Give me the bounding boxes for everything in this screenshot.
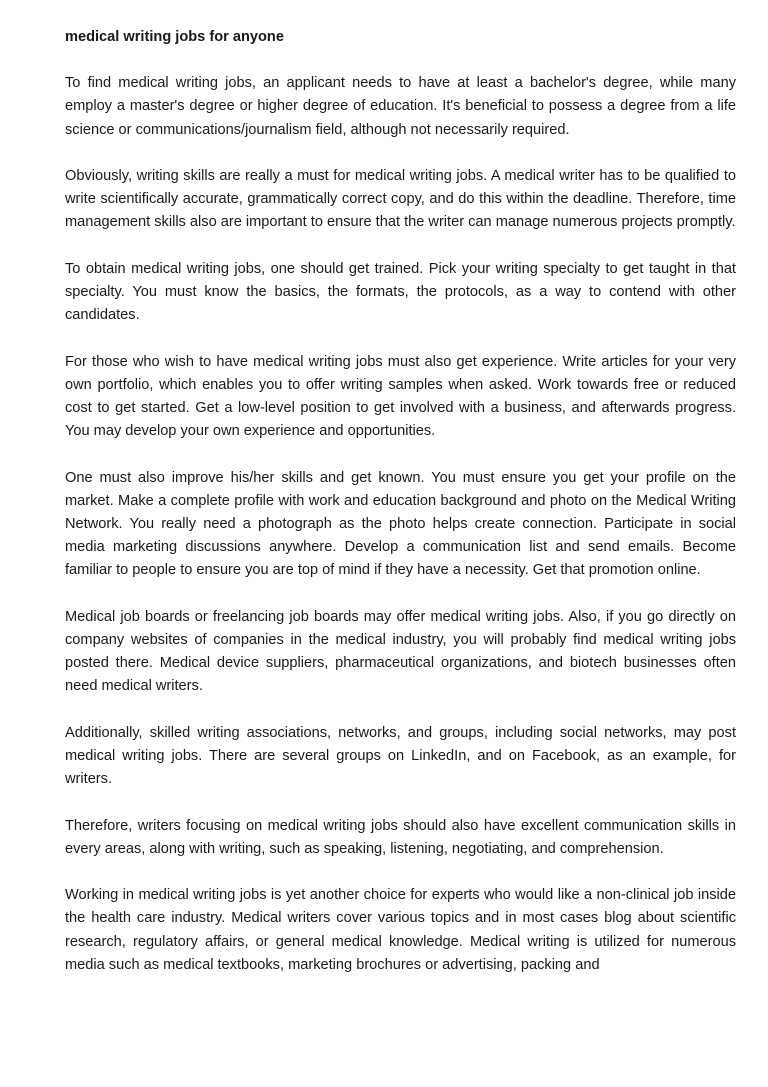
paragraph-2: Obviously, writing skills are really a must for medical writing jobs. A medical writer has to be qualified to write scientifically accurate, grammatically correct copy, and do this within the deadline. Therefore, time management skills also are important to ensure that the writer can manage numerous projects promptly. <box>65 168 736 231</box>
paragraph-5: One must also improve his/her skills and get known. You must ensure you get your profile on the market. Make a complete profile with work and education background and photo on the Medical Writing Network. You really need a photograph as the photo helps create connection. Participate in social media marketing discussions anywhere. Develop a communication list and send emails. Become familiar to people to ensure you are top of mind if they have a necessity. Get that promotion online. <box>65 469 736 579</box>
paragraph-8: Therefore, writers focusing on medical writing jobs should also have excellent communication skills in every areas, along with writing, such as speaking, listening, negotiating, and comprehension. <box>65 817 736 857</box>
paragraph-6: Medical job boards or freelancing job boards may offer medical writing jobs. Also, if you go directly on company websites of companies in the medical industry, you will probably find medical writing jobs posted there. Medical device suppliers, pharmaceutical organizations, and biotech businesses often need medical writers. <box>65 608 736 695</box>
paragraph-3: To obtain medical writing jobs, one should get trained. Pick your writing specialty to get taught in that specialty. You must know the basics, the formats, the protocols, as a way to contend with other candidates. <box>65 260 736 324</box>
paragraph-4: For those who wish to have medical writing jobs must also get experience. Write articles for your very own portfolio, which enables you to offer writing samples when asked. Work towards free or reduced cost to get started. Get a low-level position to get involved with a business, and afterwards progress. You may develop your own experience and opportunities. <box>65 353 736 440</box>
document-title: medical writing jobs for anyone <box>65 29 284 45</box>
paragraph-9: Working in medical writing jobs is yet another choice for experts who would like a non-clinical job inside the health care industry. Medical writers cover various topics and in most cases blog about scientific research, regulatory affairs, or general medical knowledge. Medical writing is utilized for numerous media such as medical textbooks, marketing brochures or advertising, packing and <box>65 887 736 973</box>
document-page <box>65 26 736 1000</box>
paragraph-1: To find medical writing jobs, an applicant needs to have at least a bachelor's degree, while many employ a master's degree or higher degree of education. It's beneficial to possess a degree from a life science or communications/journalism field, although not necessarily required. <box>65 75 736 138</box>
paragraph-7: Additionally, skilled writing associations, networks, and groups, including social networks, may post medical writing jobs. There are several groups on LinkedIn, and on Facebook, as an example, for writers. <box>65 724 736 788</box>
